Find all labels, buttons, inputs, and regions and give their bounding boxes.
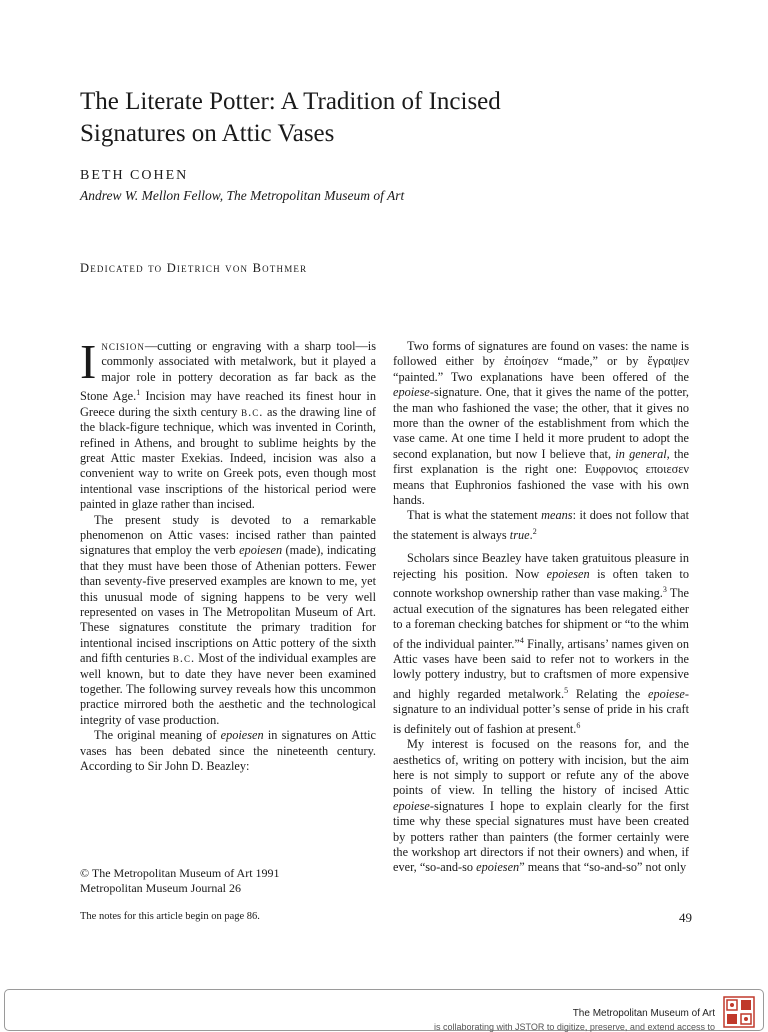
footnote-ref: 2 [532,526,537,536]
journal-line: Metropolitan Museum Journal 26 [80,881,241,895]
footnote-ref: 4 [519,635,524,645]
jstor-footer [4,989,764,1031]
title-line-1: The Literate Potter: A Tradition of Incised [80,88,501,115]
left-column [80,334,377,774]
author-name: BETH COHEN [80,168,189,183]
block-quote: Two forms of signatures are found on vases: the name is followed either by ἐποίησεν “made,” or by ἔγραψεν “painted.” Two explanations have been offered of the epoiese-signature. One, that it gives the name of the potter, the man who fashioned the vase; the other, that it gives no more than the owner of the establishment from which the vase came. At one time I held it more prudent to adopt the second explanation, but now I believe that, in general, the first explanation is the right one: Ευφρονιος εποιεσεν means that Euphronios fashioned the vase with his own hands. [393,339,689,508]
author-affiliation: Andrew W. Mellon Fellow, The Metropolitan Museum of Art [80,188,405,203]
paragraph: My interest is focused on the reasons for, and the aesthetics of, writing on pottery with incision, but the aim here is not simply to support or refute any of the above points of view. In telling the history of incised Attic epoiese-signatures I hope to explain clearly for the first time why these special signatures must have been created by potters rather than painters (the former certainly were the workshop art directors if not their owners) and when, if ever, “so-and-so epoiesen” means that “so-and-so” not only [393,737,689,875]
notes-reference: The notes for this article begin on page 86. [80,911,260,922]
right-column [393,339,689,876]
met-museum-logo-icon[interactable] [723,996,755,1028]
drop-cap: I [80,334,97,389]
page-number: 49 [679,910,692,925]
paragraph: The original meaning of epoiesen in signatures on Attic vases has been debated since the nineteenth century. According to Sir John D. Beazley: [80,728,376,774]
footnote-ref: 1 [136,388,141,398]
footnote-ref: 6 [576,720,581,730]
footer-publisher[interactable]: The Metropolitan Museum of Art [572,1008,715,1019]
article-title [80,86,640,150]
paragraph: The present study is devoted to a remarkable phenomenon on Attic vases: incised rather than painted signatures that employ the verb epoiesen (made), indicating that they must have been those of Athenian potters. Fewer than seventy-five preserved examples are known to me, yet this unusual mode of signing happens to be very well represented on vases in The Metropolitan Museum of Art. These signatures constitute the primary tradition for intentional incised inscriptions on Attic pottery of the sixth and fifth centuries b.c. Most of the individual examples are well known, but to date they have never been examined together. The following survey reveals how this uncommon practice mirrored both the aesthetic and the technological integrity of vase production. [80,512,377,727]
footnote-ref: 3 [662,585,667,595]
block-quote: That is what the statement means: it does not follow that the statement is always true.$^2$ [393,508,689,542]
copyright-block [80,866,280,896]
paragraph: Incision—cutting or engraving with a sharp tool—is commonly associated with metalwork, but it played a major role in pottery decoration as far back as the Stone Age.$^1$ Incision may have reached its finest hour in Greece during the sixth century b.c. as the drawing line of the black-figure technique, which was invented in Corinth, refined in Athens, and brought to sublime heights by the great Attic master Exekias. Indeed, incision was also a convenient way to write on Greek pots, even though most intentional vase inscriptions of the historical period were painted in glaze rather than incised. [80,334,376,512]
footer-subline: is collaborating with JSTOR to digitize, preserve, and extend access to [434,1022,715,1032]
title-line-2: Signatures on Attic Vases [80,120,335,147]
dedication: Dedicated to Dietrich von Bothmer [80,261,308,275]
footnote-ref: 5 [564,685,569,695]
copyright-line: © The Metropolitan Museum of Art 1991 [80,866,280,880]
paragraph: Scholars since Beazley have taken gratuitous pleasure in rejecting his position. Now epoiesen is often taken to connote workshop ownership rather than vase making.$^3$ The actual execution of the signatures has been relegated either to a foreman checking batches for shipment or “to the whim of the individual painter.”$^4$ Finally, artisans’ names given on Attic vases have been said to refer not to workers in the lowly pottery industry, but to craftsmen of more expensive and highly regarded metalwork.$^5$ Relating the epoiese-signature to an individual potter’s sense of pride in his craft is definitely out of fashion at present.$^6$ [393,551,689,736]
